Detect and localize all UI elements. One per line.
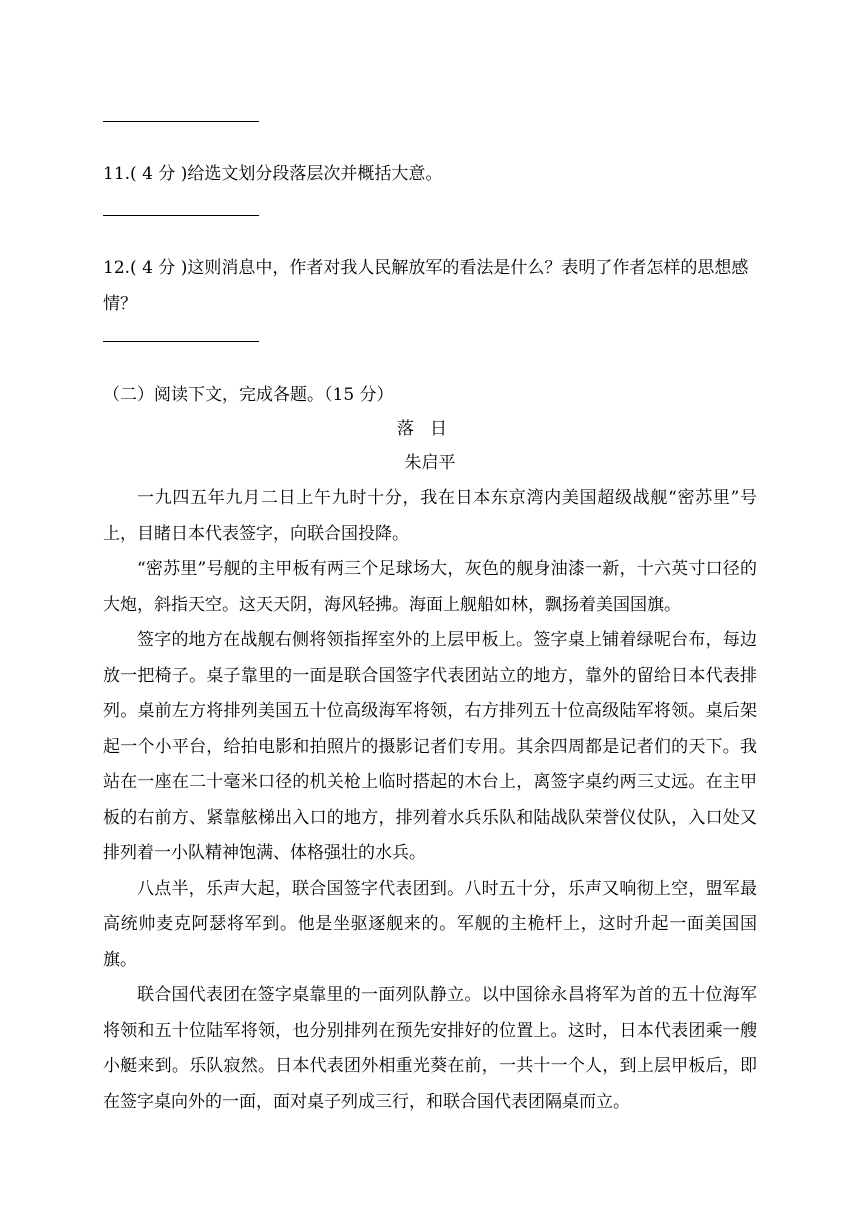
article-author: 朱启平 bbox=[404, 453, 456, 473]
answer-line-11 bbox=[103, 215, 259, 216]
article-body bbox=[103, 481, 757, 1120]
article-paragraph: “密苏里”号舰的主甲板有两三个足球场大，灰色的舰身油漆一新，十六英寸口径的大炮，斜指天空。这天天阴，海风轻拂。海面上舰船如林，飘扬着美国国旗。 bbox=[103, 559, 757, 615]
article-paragraph: 八点半，乐声大起，联合国签字代表团到。八时五十分，乐声又响彻上空，盟军最高统帅麦克阿瑟将军到。他是坐驱逐舰来的。军舰的主桅杆上，这时升起一面美国国旗。 bbox=[103, 878, 757, 970]
question-11: 11.( 4 分 )给选文划分段落层次并概括大意。 bbox=[103, 164, 443, 184]
article-paragraph: 一九四五年九月二日上午九时十分，我在日本东京湾内美国超级战舰“密苏里”号上，目睹日本代表签字，向联合国投降。 bbox=[103, 488, 757, 544]
answer-line-12 bbox=[103, 341, 259, 342]
article-paragraph: 签字的地方在战舰右侧将领指挥室外的上层甲板上。签字桌上铺着绿呢台布，每边放一把椅子。桌子靠里的一面是联合国签字代表团站立的地方，靠外的留给日本代表排列。桌前左方将排列美国五十位高级海军将领，右方排列五十位高级陆军将领。桌后架起一个小平台，给拍电影和拍照片的摄影记者们专用。其余四周都是记者们的天下。我站在一座在二十毫米口径的机关枪上临时搭起的木台上，离签字桌约两三丈远。在主甲板的右前方、紧靠舷梯出入口的地方，排列着水兵乐队和陆战队荣誉仪仗队，入口处又排列着一小队精神饱满、体格强壮的水兵。 bbox=[103, 630, 757, 863]
section-heading: （二）阅读下文，完成各题。（15 分） bbox=[103, 385, 394, 405]
question-12: 12.( 4 分 )这则消息中，作者对我人民解放军的看法是什么？表明了作者怎样的思想感情？ bbox=[103, 258, 749, 314]
article-title: 落日 bbox=[397, 419, 463, 439]
answer-line-10 bbox=[103, 121, 259, 122]
article-paragraph: 联合国代表团在签字桌靠里的一面列队静立。以中国徐永昌将军为首的五十位海军将领和五十位陆军将领，也分别排列在预先安排好的位置上。这时，日本代表团乘一艘小艇来到。乐队寂然。日本代表团外相重光葵在前，一共十一个人，到上层甲板后，即在签字桌向外的一面，面对桌子列成三行，和联合国代表团隔桌而立。 bbox=[103, 985, 757, 1112]
